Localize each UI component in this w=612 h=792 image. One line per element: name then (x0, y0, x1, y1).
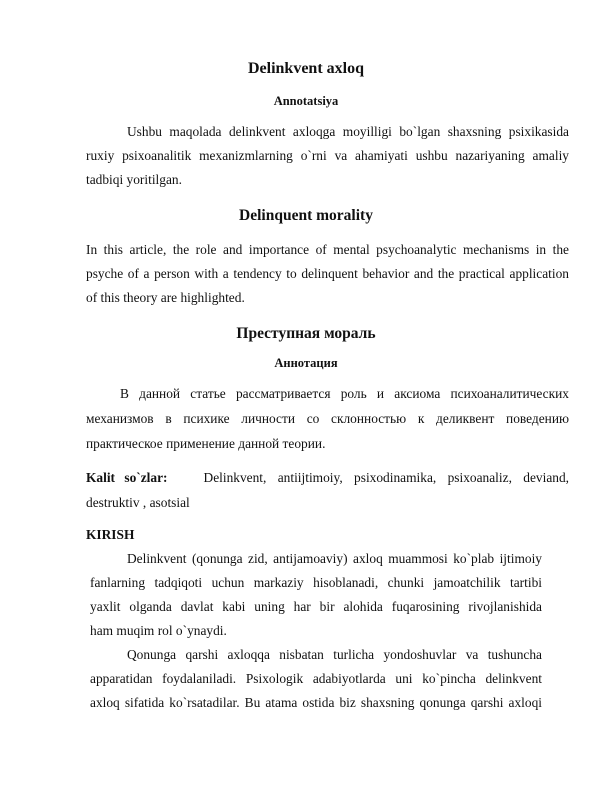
section-title: KIRISH (86, 527, 135, 542)
abstract-line-uz-3: tadbiqi yoritilgan. (86, 172, 182, 187)
body-line-2: fanlarning tadqiqoti uchun markaziy hisoblanadi, chunki jamoatchilik tartibi (90, 575, 542, 590)
article-title-en: Delinquent morality (239, 207, 373, 224)
abstract-line-ru-1: В данной статье рассматривается роль и аксиома психоаналитических (120, 386, 569, 401)
keywords-label: Kalit so`zlar: (86, 470, 168, 485)
annotation-heading-uz: Annotatsiya (273, 94, 339, 108)
keywords-line-1 (86, 470, 569, 486)
body-line-5: Qonunga qarshi axloqqa nisbatan turlicha yondoshuvlar va tushuncha (127, 647, 542, 662)
body-line-7: axloq sifatida ko`rsatadilar. Bu atama ostida biz shaxsning qonunga qarshi axloqi (90, 695, 542, 710)
keywords-line-2: destruktiv , asotsial (86, 495, 190, 510)
keywords-list: Delinkvent, antiijtimoiy, psixodinamika, psixoanaliz, deviand, (203, 470, 569, 485)
abstract-line-en-2: psyche of a person with a tendency to delinquent behavior and the practical application (86, 266, 569, 281)
article-title-ru: Преступная мораль (236, 325, 376, 342)
body-line-6: apparatidan foydalaniladi. Psixologik adabiyotlarda uni ko`pincha delinkvent (90, 671, 542, 686)
body-line-1: Delinkvent (qonunga zid, antijamoaviy) axloq muammosi ko`plab ijtimoiy (127, 551, 542, 566)
abstract-line-uz-2: ruxiy psixoanalitik mexanizmlarning o`rni va ahamiyati ushbu nazariyaning amaliy (86, 148, 569, 163)
article-title-uz: Delinkvent axloq (247, 60, 364, 77)
abstract-line-en-3: of this theory are highlighted. (86, 290, 245, 305)
abstract-line-uz-1: Ushbu maqolada delinkvent axloqga moyilligi bo`lgan shaxsning psixikasida (127, 124, 569, 139)
body-line-4: ham muqim rol o`ynaydi. (90, 623, 227, 638)
abstract-line-en-1: In this article, the role and importance of mental psychoanalytic mechanisms in the (86, 242, 569, 257)
annotation-heading-ru: Аннотация (274, 356, 338, 370)
body-line-3: yaxlit olganda davlat kabi uning har bir alohida fuqarosining rivojlanishida (90, 599, 542, 614)
abstract-line-ru-3: практическое применение данной теории. (86, 436, 326, 451)
abstract-line-ru-2: механизмов в психике личности со склонностью к деликвент поведению (86, 411, 569, 426)
